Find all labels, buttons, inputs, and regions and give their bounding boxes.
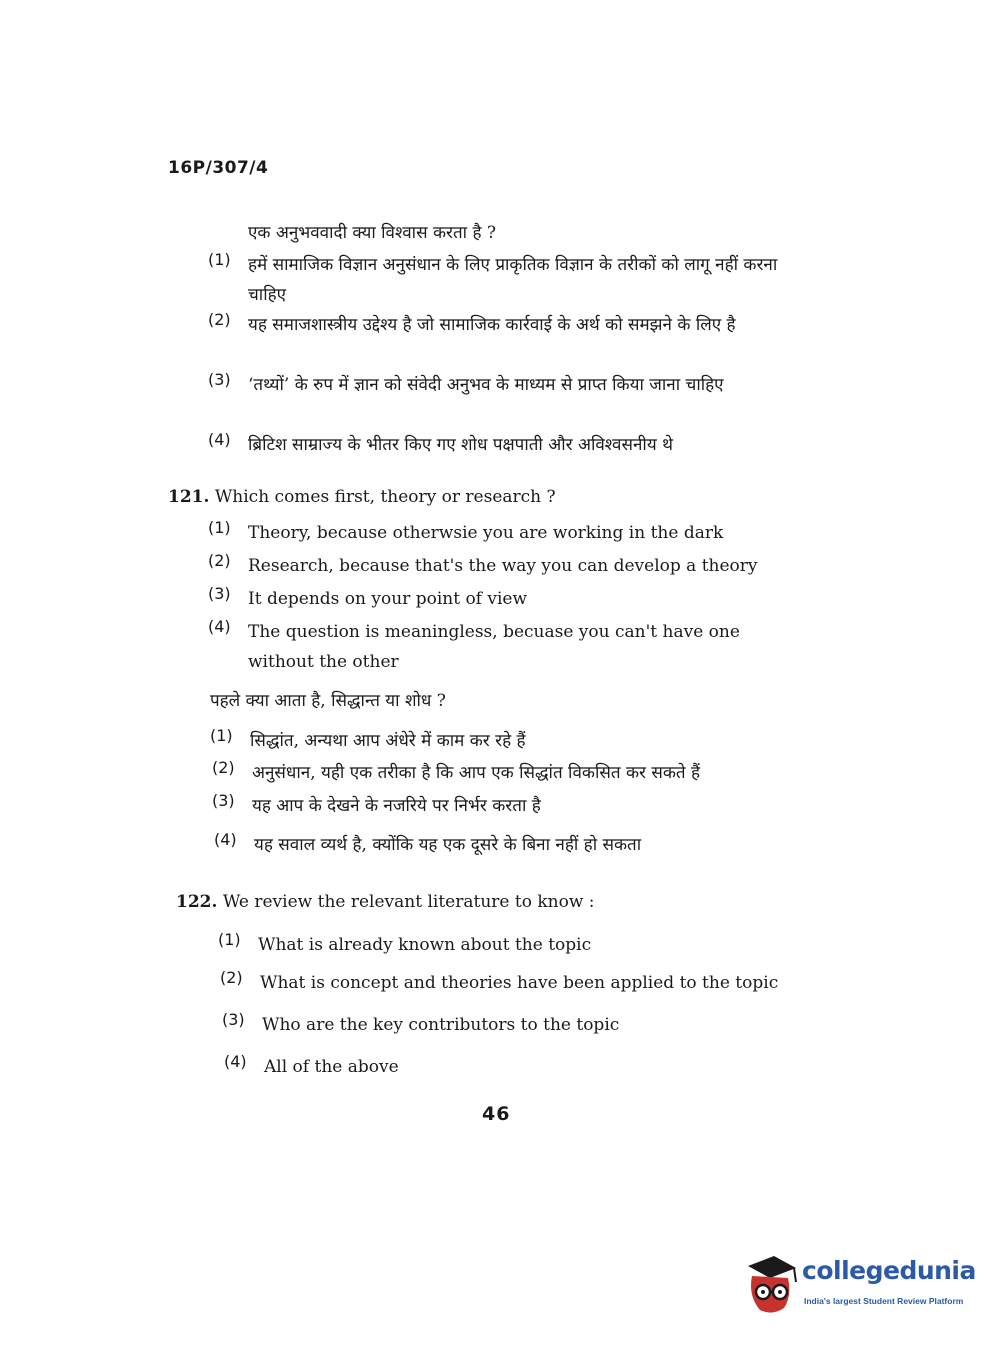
option-number: (1) [208, 518, 231, 537]
option-number: (4) [208, 430, 231, 449]
option-text: All of the above [264, 1057, 399, 1077]
option-text: The question is meaningless, becuase you can't have one without the other [248, 622, 740, 672]
option-number: (2) [208, 551, 231, 570]
option-text: It depends on your point of view [248, 589, 528, 609]
brand-tagline: India's largest Student Review Platform [804, 1296, 964, 1306]
q121-question [168, 487, 556, 507]
option-number: (4) [214, 830, 237, 849]
option-number: (4) [208, 617, 231, 636]
option-number: (1) [218, 930, 241, 949]
option-number: (1) [208, 250, 231, 269]
q122-question [176, 892, 595, 912]
option-text: हमें सामाजिक विज्ञान अनुसंधान के लिए प्राकृतिक विज्ञान के तरीकों को लागू नहीं करना चाहिए [248, 255, 778, 305]
option-number: (3) [208, 370, 231, 389]
option-number: (3) [212, 791, 235, 810]
option-number: (4) [224, 1052, 247, 1071]
option-text: यह आप के देखने के नजरिये पर निर्भर करता है [252, 796, 541, 816]
option-text: Research, because that's the way you can develop a theory [248, 556, 758, 576]
option-text: यह सवाल व्यर्थ है, क्योंकि यह एक दूसरे के बिना नहीं हो सकता [254, 835, 642, 855]
option-text: What is already known about the topic [258, 935, 592, 955]
brand-name: collegedunia [802, 1256, 976, 1285]
option-number: (2) [212, 758, 235, 777]
option-number: (3) [222, 1010, 245, 1029]
question-text: Which comes first, theory or research ? [214, 487, 556, 507]
option-text: Who are the key contributors to the topic [262, 1015, 620, 1035]
option-text: यह समाजशास्त्रीय उद्देश्य है जो सामाजिक कार्रवाई के अर्थ को समझने के लिए है [248, 315, 736, 335]
brand-logo [740, 1250, 976, 1320]
option-number: (3) [208, 584, 231, 603]
option-text: ब्रिटिश साम्राज्य के भीतर किए गए शोध पक्षपाती और अविश्वसनीय थे [248, 435, 673, 455]
option-text: What is concept and theories have been applied to the topic [260, 973, 779, 993]
option-text: Theory, because otherwsie you are working in the dark [248, 523, 724, 543]
mascot-icon [740, 1252, 800, 1316]
question-number: 121. [168, 487, 210, 507]
question-text: We review the relevant literature to know : [222, 892, 595, 912]
question-number: 122. [176, 892, 218, 912]
option-number: (1) [210, 726, 233, 745]
option-number: (2) [220, 968, 243, 987]
option-number: (2) [208, 310, 231, 329]
page-number: 46 [482, 1103, 511, 1125]
q120-hindi-question: एक अनुभववादी क्या विश्वास करता है ? [248, 223, 497, 243]
q121-hindi-question: पहले क्या आता है, सिद्धान्त या शोध ? [210, 691, 446, 711]
option-text: ‘तथ्यों’ के रुप में ज्ञान को संवेदी अनुभव के माध्यम से प्राप्त किया जाना चाहिए [248, 375, 724, 395]
option-text: अनुसंधान, यही एक तरीका है कि आप एक सिद्धांत विकसित कर सकते हैं [252, 763, 701, 783]
option-text: सिद्धांत, अन्यथा आप अंधेरे में काम कर रहे हैं [250, 731, 526, 751]
paper-code: 16P/307/4 [168, 158, 269, 178]
